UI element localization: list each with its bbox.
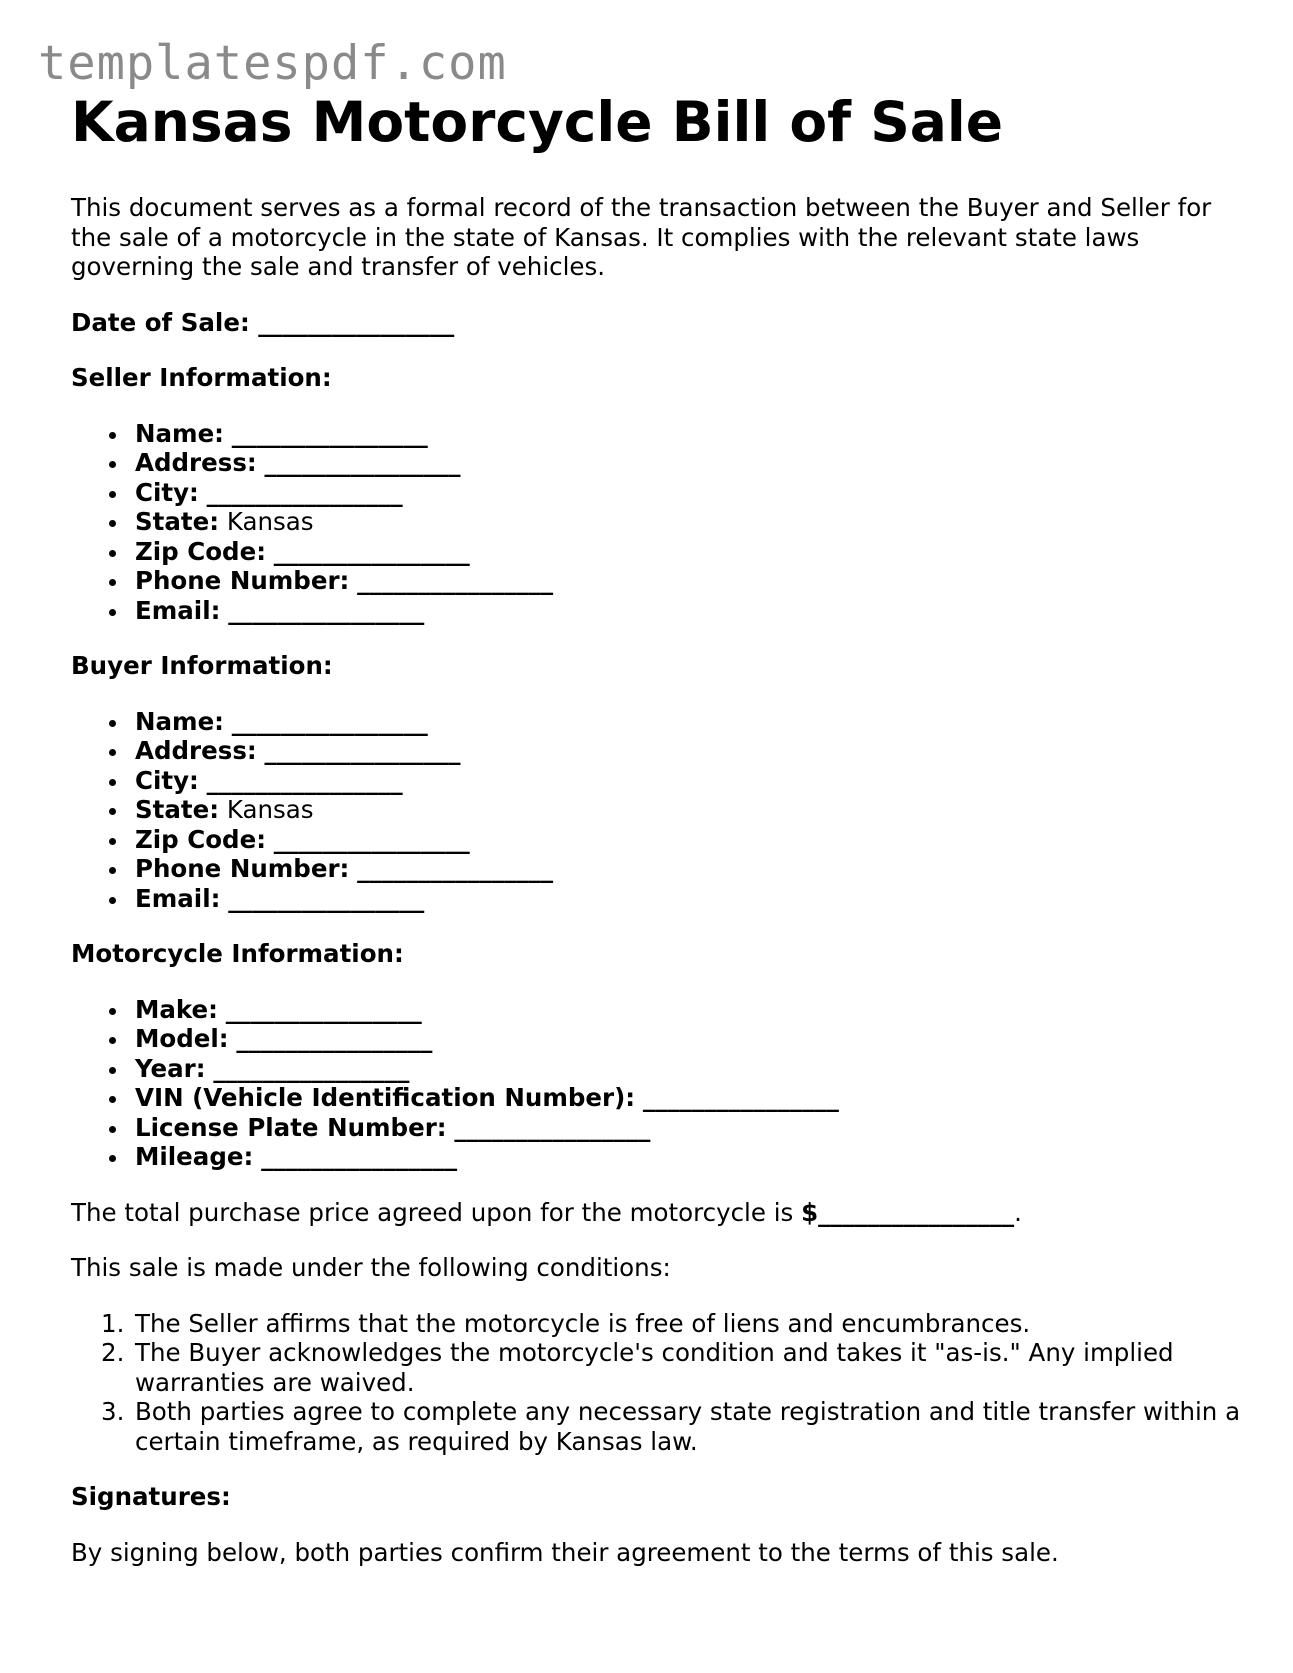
motorcycle-field-list xyxy=(71,995,1241,1172)
condition-number: 2. xyxy=(101,1338,125,1367)
condition-item xyxy=(71,1309,1241,1339)
field-label: VIN (Vehicle Identification Number): xyxy=(135,1083,636,1112)
field-label: Zip Code: xyxy=(135,824,266,854)
list-item xyxy=(71,707,1241,737)
signatures-text: By signing below, both parties confirm their agreement to the terms of this sale. xyxy=(71,1537,1059,1567)
field-value: ________________ xyxy=(206,477,403,507)
signatures-heading: Signatures: xyxy=(71,1482,231,1511)
date-of-sale-blank: ________________ xyxy=(258,307,455,337)
field-value: ________________ xyxy=(273,824,470,854)
list-item xyxy=(71,448,1241,478)
price-paragraph xyxy=(71,1198,1241,1228)
field-value: ________________ xyxy=(273,536,470,566)
seller-field-list xyxy=(71,419,1241,626)
field-value: ________________ xyxy=(264,736,461,765)
list-item xyxy=(71,736,1241,766)
field-label: Phone Number: xyxy=(135,854,350,883)
field-label: License Plate Number: xyxy=(135,1112,447,1142)
field-label: Email: xyxy=(135,595,221,625)
date-of-sale xyxy=(71,308,1241,338)
list-item xyxy=(71,1024,1241,1054)
price-end: . xyxy=(1014,1197,1022,1227)
field-value: ________________ xyxy=(225,994,422,1024)
field-label: Address: xyxy=(135,736,257,765)
seller-heading: Seller Information: xyxy=(71,363,332,392)
conditions-intro: This sale is made under the following conditions: xyxy=(71,1253,671,1282)
list-item xyxy=(71,995,1241,1025)
field-label: Model: xyxy=(135,1024,229,1053)
condition-text: Both parties agree to complete any necessary state registration and title transfer within a certain timeframe, as required by Kansas law. xyxy=(135,1397,1241,1456)
field-label: Email: xyxy=(135,883,221,913)
field-value: ________________ xyxy=(264,448,461,477)
field-value: ________________ xyxy=(454,1112,651,1142)
list-item xyxy=(71,1142,1241,1172)
field-value: ________________ xyxy=(357,854,554,883)
document xyxy=(71,88,1241,1567)
list-item xyxy=(71,766,1241,796)
list-item xyxy=(71,854,1241,884)
buyer-heading: Buyer Information: xyxy=(71,651,333,680)
conditions-list xyxy=(71,1309,1241,1457)
field-value: ________________ xyxy=(642,1083,839,1112)
page-title: Kansas Motorcycle Bill of Sale xyxy=(71,90,1004,154)
condition-text: The Seller affirms that the motorcycle is free of liens and encumbrances. xyxy=(135,1308,1031,1338)
list-item xyxy=(71,1083,1241,1113)
buyer-field-list xyxy=(71,707,1241,914)
field-label: Address: xyxy=(135,448,257,477)
list-item xyxy=(71,596,1241,626)
field-value: Kansas xyxy=(226,507,314,536)
field-label: Phone Number: xyxy=(135,566,350,595)
list-item xyxy=(71,795,1241,825)
condition-text: The Buyer acknowledges the motorcycle's condition and takes it "as-is." Any implied warranties are waived. xyxy=(135,1338,1174,1397)
field-label: Make: xyxy=(135,994,218,1024)
date-of-sale-label: Date of Sale: xyxy=(71,307,250,337)
field-label: Name: xyxy=(135,418,224,448)
field-label: State: xyxy=(135,795,220,824)
condition-item xyxy=(71,1397,1241,1456)
field-value: ________________ xyxy=(213,1053,410,1083)
list-item xyxy=(71,537,1241,567)
list-item xyxy=(71,478,1241,508)
condition-number: 1. xyxy=(101,1308,125,1338)
price-text: The total purchase price agreed upon for the motorcycle is xyxy=(71,1197,794,1227)
field-label: City: xyxy=(135,765,199,795)
field-value: ________________ xyxy=(357,566,554,595)
field-value: Kansas xyxy=(226,795,314,824)
field-value: ________________ xyxy=(206,765,403,795)
field-label: Zip Code: xyxy=(135,536,266,566)
field-label: State: xyxy=(135,507,220,536)
field-value: ________________ xyxy=(236,1024,433,1053)
list-item xyxy=(71,825,1241,855)
field-value: ________________ xyxy=(231,706,428,736)
list-item xyxy=(71,1054,1241,1084)
condition-item xyxy=(71,1338,1241,1397)
field-label: Mileage: xyxy=(135,1142,254,1171)
field-value: ________________ xyxy=(228,595,425,625)
field-value: ________________ xyxy=(231,418,428,448)
list-item xyxy=(71,507,1241,537)
list-item xyxy=(71,566,1241,596)
field-label: Year: xyxy=(135,1053,206,1083)
watermark: templatespdf.com xyxy=(38,36,507,91)
field-label: City: xyxy=(135,477,199,507)
field-value: ________________ xyxy=(261,1142,458,1171)
condition-number: 3. xyxy=(101,1397,125,1426)
price-blank: $________________ xyxy=(801,1197,1015,1227)
field-value: ________________ xyxy=(228,883,425,913)
field-label: Name: xyxy=(135,706,224,736)
list-item xyxy=(71,419,1241,449)
list-item xyxy=(71,1113,1241,1143)
motorcycle-heading: Motorcycle Information: xyxy=(71,939,404,968)
intro-paragraph: This document serves as a formal record of the transaction between the Buyer and Seller for the sale of a motorcycle in the state of Kansas. It complies with the relevant state laws governing the sale and transfer of vehicles. xyxy=(71,193,1212,281)
list-item xyxy=(71,884,1241,914)
